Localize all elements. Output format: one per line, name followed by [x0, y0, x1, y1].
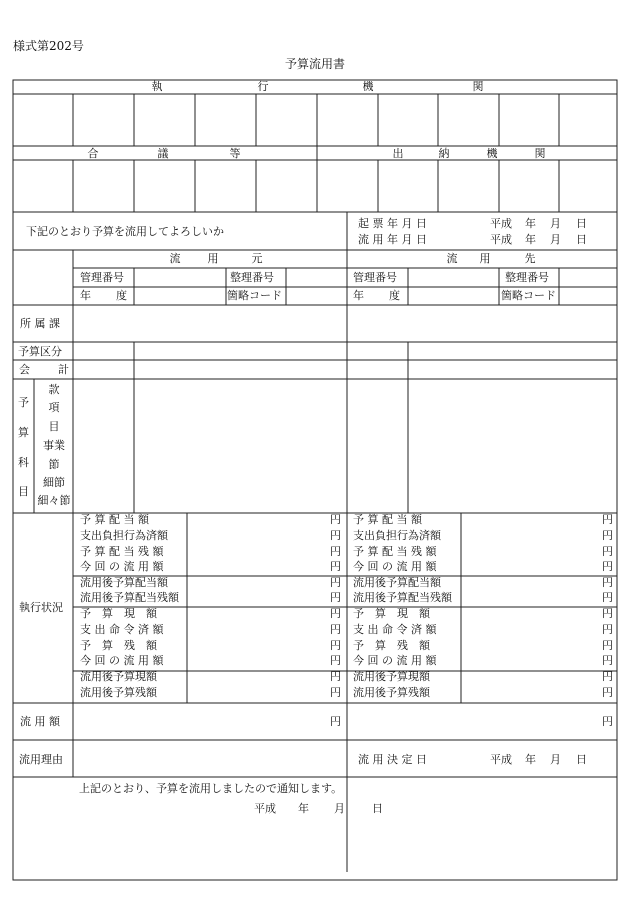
- execution-source-yen-2: 円: [330, 529, 341, 542]
- source-year-char-2: 度: [116, 289, 127, 302]
- execution-dest-item-12: 流用後予算残額: [353, 686, 430, 699]
- accounting-char-1: 会: [19, 363, 30, 376]
- execution-source-yen-6: 円: [330, 591, 341, 604]
- budget-item-char-3: 科: [18, 456, 29, 469]
- source-title-char-1: 流: [169, 252, 181, 265]
- execution-source-yen-3: 円: [330, 545, 341, 558]
- council-char-3: 等: [229, 147, 241, 160]
- form-number: 様式第202号: [13, 39, 84, 53]
- source-title-char-2: 用: [207, 252, 219, 265]
- execution-source-item-10: 今 回 の 流 用 額: [80, 654, 164, 667]
- dest-title-char-2: 用: [479, 252, 491, 265]
- draft-date-day: 日: [576, 217, 587, 230]
- request-text: 下記のとおり予算を流用してよろしいか: [26, 225, 224, 238]
- source-ref-no-label: 整理番号: [230, 271, 274, 284]
- execution-dest-item-1: 予 算 配 当 額: [353, 513, 422, 526]
- treasury-char-4: 関: [534, 147, 546, 160]
- execution-source-item-1: 予 算 配 当 額: [80, 513, 149, 526]
- budget-item-char-4: 目: [18, 485, 29, 498]
- execution-dest-yen-8: 円: [602, 623, 613, 636]
- dest-year-char-2: 度: [389, 289, 400, 302]
- transfer-amount-source-yen: 円: [330, 715, 341, 728]
- execution-source-yen-12: 円: [330, 686, 341, 699]
- execution-dest-yen-4: 円: [602, 560, 613, 573]
- transfer-amount-label: 流 用 額: [20, 715, 60, 728]
- executing-agency-char-2: 行: [257, 80, 269, 93]
- treasury-char-3: 機: [486, 147, 498, 160]
- transfer-date-day: 日: [576, 233, 587, 246]
- transfer-date-heisei: 平成: [490, 233, 512, 246]
- execution-dest-yen-10: 円: [602, 654, 613, 667]
- execution-source-item-7: 予 算 現 額: [80, 607, 157, 620]
- notice-date-month: 月: [334, 802, 345, 815]
- item-level-saisetsu: 細節: [43, 476, 65, 489]
- execution-dest-item-11: 流用後予算現額: [353, 670, 430, 683]
- item-level-saisaisetsu: 細々節: [37, 494, 71, 507]
- council-char-2: 議: [157, 147, 169, 160]
- execution-dest-item-3: 予 算 配 当 残 額: [353, 545, 437, 558]
- source-summary-code-label: 箇略コード: [227, 289, 282, 302]
- transfer-date-year: 年: [525, 233, 536, 246]
- source-mgmt-no-label: 管理番号: [80, 271, 124, 284]
- dest-title-char-3: 先: [524, 252, 536, 265]
- item-level-moku: 目: [48, 420, 60, 433]
- execution-dest-item-6: 流用後予算配当残額: [353, 591, 452, 604]
- execution-source-item-12: 流用後予算残額: [80, 686, 157, 699]
- decision-date-month: 月: [550, 753, 561, 766]
- document-title: 予算流用書: [284, 57, 346, 71]
- dest-summary-code-label: 箇略コード: [501, 289, 556, 302]
- execution-dest-yen-3: 円: [602, 545, 613, 558]
- dest-year-char-1: 年: [353, 289, 364, 302]
- execution-dest-yen-9: 円: [602, 639, 613, 652]
- treasury-char-1: 出: [392, 147, 404, 160]
- executing-agency-char-1: 執: [151, 80, 163, 93]
- execution-source-item-6: 流用後予算配当残額: [80, 591, 179, 604]
- execution-source-yen-4: 円: [330, 560, 341, 573]
- execution-dest-yen-1: 円: [602, 513, 613, 526]
- budget-class-label: 予算区分: [18, 345, 62, 358]
- decision-date-day: 日: [576, 753, 587, 766]
- department-label: 所 属 課: [20, 317, 60, 330]
- transfer-date-label: 流 用 年 月 日: [358, 233, 427, 246]
- execution-source-yen-11: 円: [330, 670, 341, 683]
- item-level-kan: 款: [48, 383, 60, 396]
- executing-agency-char-4: 関: [472, 80, 484, 93]
- source-title-char-3: 元: [251, 252, 263, 265]
- execution-source-yen-9: 円: [330, 639, 341, 652]
- execution-source-yen-7: 円: [330, 607, 341, 620]
- execution-status-label: 執行状況: [19, 601, 63, 614]
- execution-source-item-9: 予 算 残 額: [80, 639, 157, 652]
- item-level-kou: 項: [48, 401, 60, 414]
- execution-source-yen-10: 円: [330, 654, 341, 667]
- budget-item-char-2: 算: [18, 426, 29, 439]
- draft-date-year: 年: [525, 217, 536, 230]
- budget-item-char-1: 予: [18, 396, 29, 409]
- execution-dest-yen-12: 円: [602, 686, 613, 699]
- item-level-jigyo: 事業: [43, 439, 65, 452]
- accounting-char-2: 計: [58, 363, 69, 376]
- execution-dest-item-5: 流用後予算配当額: [353, 576, 441, 589]
- execution-dest-yen-5: 円: [602, 576, 613, 589]
- execution-dest-item-4: 今 回 の 流 用 額: [353, 560, 437, 573]
- execution-source-item-4: 今 回 の 流 用 額: [80, 560, 164, 573]
- execution-dest-yen-6: 円: [602, 591, 613, 604]
- item-level-setsu: 節: [48, 458, 60, 471]
- transfer-reason-label: 流用理由: [19, 753, 63, 766]
- source-year-char-1: 年: [80, 289, 91, 302]
- council-char-1: 合: [87, 147, 99, 160]
- notice-date-heisei: 平成: [254, 802, 276, 815]
- execution-source-item-2: 支出負担行為済額: [80, 529, 168, 542]
- notice-date-day: 日: [372, 802, 383, 815]
- notice-text: 上記のとおり、予算を流用しましたので通知します。: [79, 782, 343, 795]
- decision-date-year: 年: [525, 753, 536, 766]
- execution-source-yen-1: 円: [330, 513, 341, 526]
- transfer-amount-dest-yen: 円: [602, 715, 613, 728]
- notice-date-year: 年: [298, 802, 309, 815]
- dest-title-char-1: 流: [446, 252, 458, 265]
- draft-date-heisei: 平成: [490, 217, 512, 230]
- dest-mgmt-no-label: 管理番号: [353, 271, 397, 284]
- execution-source-item-8: 支 出 命 令 済 額: [80, 623, 164, 636]
- execution-dest-item-9: 予 算 残 額: [353, 639, 430, 652]
- execution-source-item-3: 予 算 配 当 残 額: [80, 545, 164, 558]
- dest-ref-no-label: 整理番号: [505, 271, 549, 284]
- treasury-char-2: 納: [438, 147, 450, 160]
- execution-dest-yen-11: 円: [602, 670, 613, 683]
- execution-source-yen-8: 円: [330, 623, 341, 636]
- execution-dest-item-10: 今 回 の 流 用 額: [353, 654, 437, 667]
- execution-dest-item-2: 支出負担行為済額: [353, 529, 441, 542]
- execution-dest-item-8: 支 出 命 令 済 額: [353, 623, 437, 636]
- execution-source-item-5: 流用後予算配当額: [80, 576, 168, 589]
- execution-dest-yen-7: 円: [602, 607, 613, 620]
- execution-dest-item-7: 予 算 現 額: [353, 607, 430, 620]
- executing-agency-char-3: 機: [362, 80, 374, 93]
- draft-date-month: 月: [550, 217, 561, 230]
- decision-date-heisei: 平成: [490, 753, 512, 766]
- execution-source-yen-5: 円: [330, 576, 341, 589]
- execution-source-item-11: 流用後予算現額: [80, 670, 157, 683]
- decision-date-label: 流 用 決 定 日: [358, 753, 427, 766]
- transfer-date-month: 月: [550, 233, 561, 246]
- execution-dest-yen-2: 円: [602, 529, 613, 542]
- draft-date-label: 起 票 年 月 日: [358, 217, 427, 230]
